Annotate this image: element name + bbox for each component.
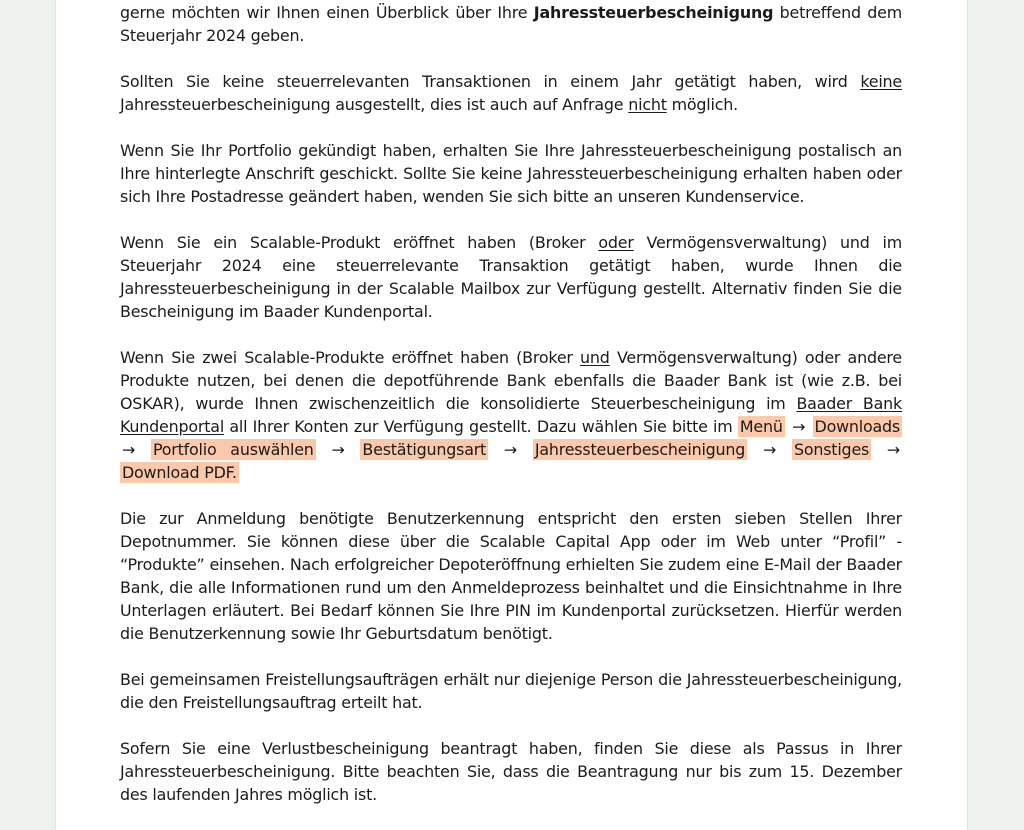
paragraph-loss-certificate: Sofern Sie eine Verlustbescheinigung beantragt haben, finden Sie diese als Passus in Ihrer Jahressteuerbescheinigung. Bitte beachten Sie, dass die Beantragung nur bis zum 15. Dezember des laufenden Jahres möglich ist. bbox=[120, 739, 902, 804]
bold-term: Jahressteuerbescheinigung bbox=[533, 3, 774, 22]
path-step-portfolio: Portfolio auswählen bbox=[152, 440, 314, 459]
arrow-icon: → bbox=[763, 440, 777, 459]
paragraph-joint-exemption: Bei gemeinsamen Freistellungsaufträgen erhält nur diejenige Person die Jahressteuerbescheinigung, die den Freistellungsauftrag erteilt hat. bbox=[120, 670, 902, 712]
paragraph-two-products: Wenn Sie zwei Scalable-Produkte eröffnet haben (Broker und Vermögensverwaltung) oder andere Produkte nutzen, bei denen die depotführende Bank ebenfalls die Baader Bank ist (wie z.B. bei OSKAR), wurde Ihnen zwischenzeitlich die konsolidierte Steuerbescheinigung im Baader Bank Kundenportal all Ihrer Konten zur Verfügung gestellt. Dazu wählen Sie bitte im Menü → Downloads → Portfolio auswählen → Bestätigungsart → Jahressteuerbescheinigung → Sonstiges → Download PDF. bbox=[120, 348, 903, 482]
paragraph-login-info: Die zur Anmeldung benötigte Benutzerkennung entspricht den ersten sieben Stellen Ihrer Depotnummer. Sie können diese über die Scalable Capital App oder im Web unter “Profil” - “Produkte” einsehen. Nach erfolgreicher Depoteröffnung erhielten Sie zudem eine E-Mail der Baader Bank, die alle Informationen rund um den Anmeldeprozess beinhaltet und die Einsichtnahme in Ihre Unterlagen erläutert. Bei Bedarf können Sie Ihre PIN im Kundenportal zurücksetzen. Hierfür werden die Benutzerkennung sowie Ihr Geburtsdatum benötigt. bbox=[120, 509, 902, 643]
path-step-bestaetigungsart: Bestätigungsart bbox=[362, 440, 487, 459]
article-body bbox=[120, 1, 902, 829]
arrow-icon: → bbox=[503, 440, 518, 459]
path-step-downloads: Downloads bbox=[814, 417, 900, 436]
paragraph-no-transactions: Sollten Sie keine steuerrelevanten Transaktionen in einem Jahr getätigt haben, wird keine Jahressteuerbescheinigung ausgestellt, dies ist auch auf Anfrage nicht möglich. bbox=[120, 72, 902, 114]
arrow-icon: → bbox=[331, 440, 345, 459]
arrow-icon: → bbox=[886, 440, 901, 459]
path-step-download-pdf: Download PDF. bbox=[122, 463, 237, 482]
page-background-right bbox=[968, 0, 1024, 830]
article-card bbox=[55, 0, 968, 830]
baader-kundenportal-link[interactable]: Baader Bank Kundenportal bbox=[120, 394, 903, 436]
page-background-left bbox=[0, 0, 55, 830]
path-step-jahressteuerbescheinigung: Jahressteuerbescheinigung bbox=[534, 440, 746, 459]
path-step-menu: Menü bbox=[739, 417, 783, 436]
paragraph-one-product: Wenn Sie ein Scalable-Produkt eröffnet haben (Broker oder Vermögensverwaltung) und im Steuerjahr 2024 eine steuerrelevante Transaktion getätigt haben, wurde Ihnen die Jahressteuerbescheinigung in der Scalable Mailbox zur Verfügung gestellt. Alternativ finden Sie die Bescheinigung im Baader Kundenportal. bbox=[120, 233, 903, 321]
arrow-icon: → bbox=[122, 440, 136, 459]
paragraph-overview: gerne möchten wir Ihnen einen Überblick über Ihre Jahressteuerbescheinigung betreffend dem Steuerjahr 2024 geben. bbox=[120, 3, 902, 45]
underlined-keine: keine bbox=[860, 72, 902, 91]
arrow-icon: → bbox=[792, 417, 806, 436]
underlined-und: und bbox=[580, 348, 610, 367]
path-step-sonstiges: Sonstiges bbox=[793, 440, 870, 459]
underlined-nicht: nicht bbox=[628, 95, 667, 114]
underlined-oder: oder bbox=[598, 233, 634, 252]
paragraph-portfolio-cancelled: Wenn Sie Ihr Portfolio gekündigt haben, erhalten Sie Ihre Jahressteuerbescheinigung postalisch an Ihre hinterlegte Anschrift geschickt. Sollte Sie keine Jahressteuerbescheinigung erhalten haben oder sich Ihre Postadresse geändert haben, wenden Sie sich bitte an unseren Kundenservice. bbox=[120, 141, 902, 206]
